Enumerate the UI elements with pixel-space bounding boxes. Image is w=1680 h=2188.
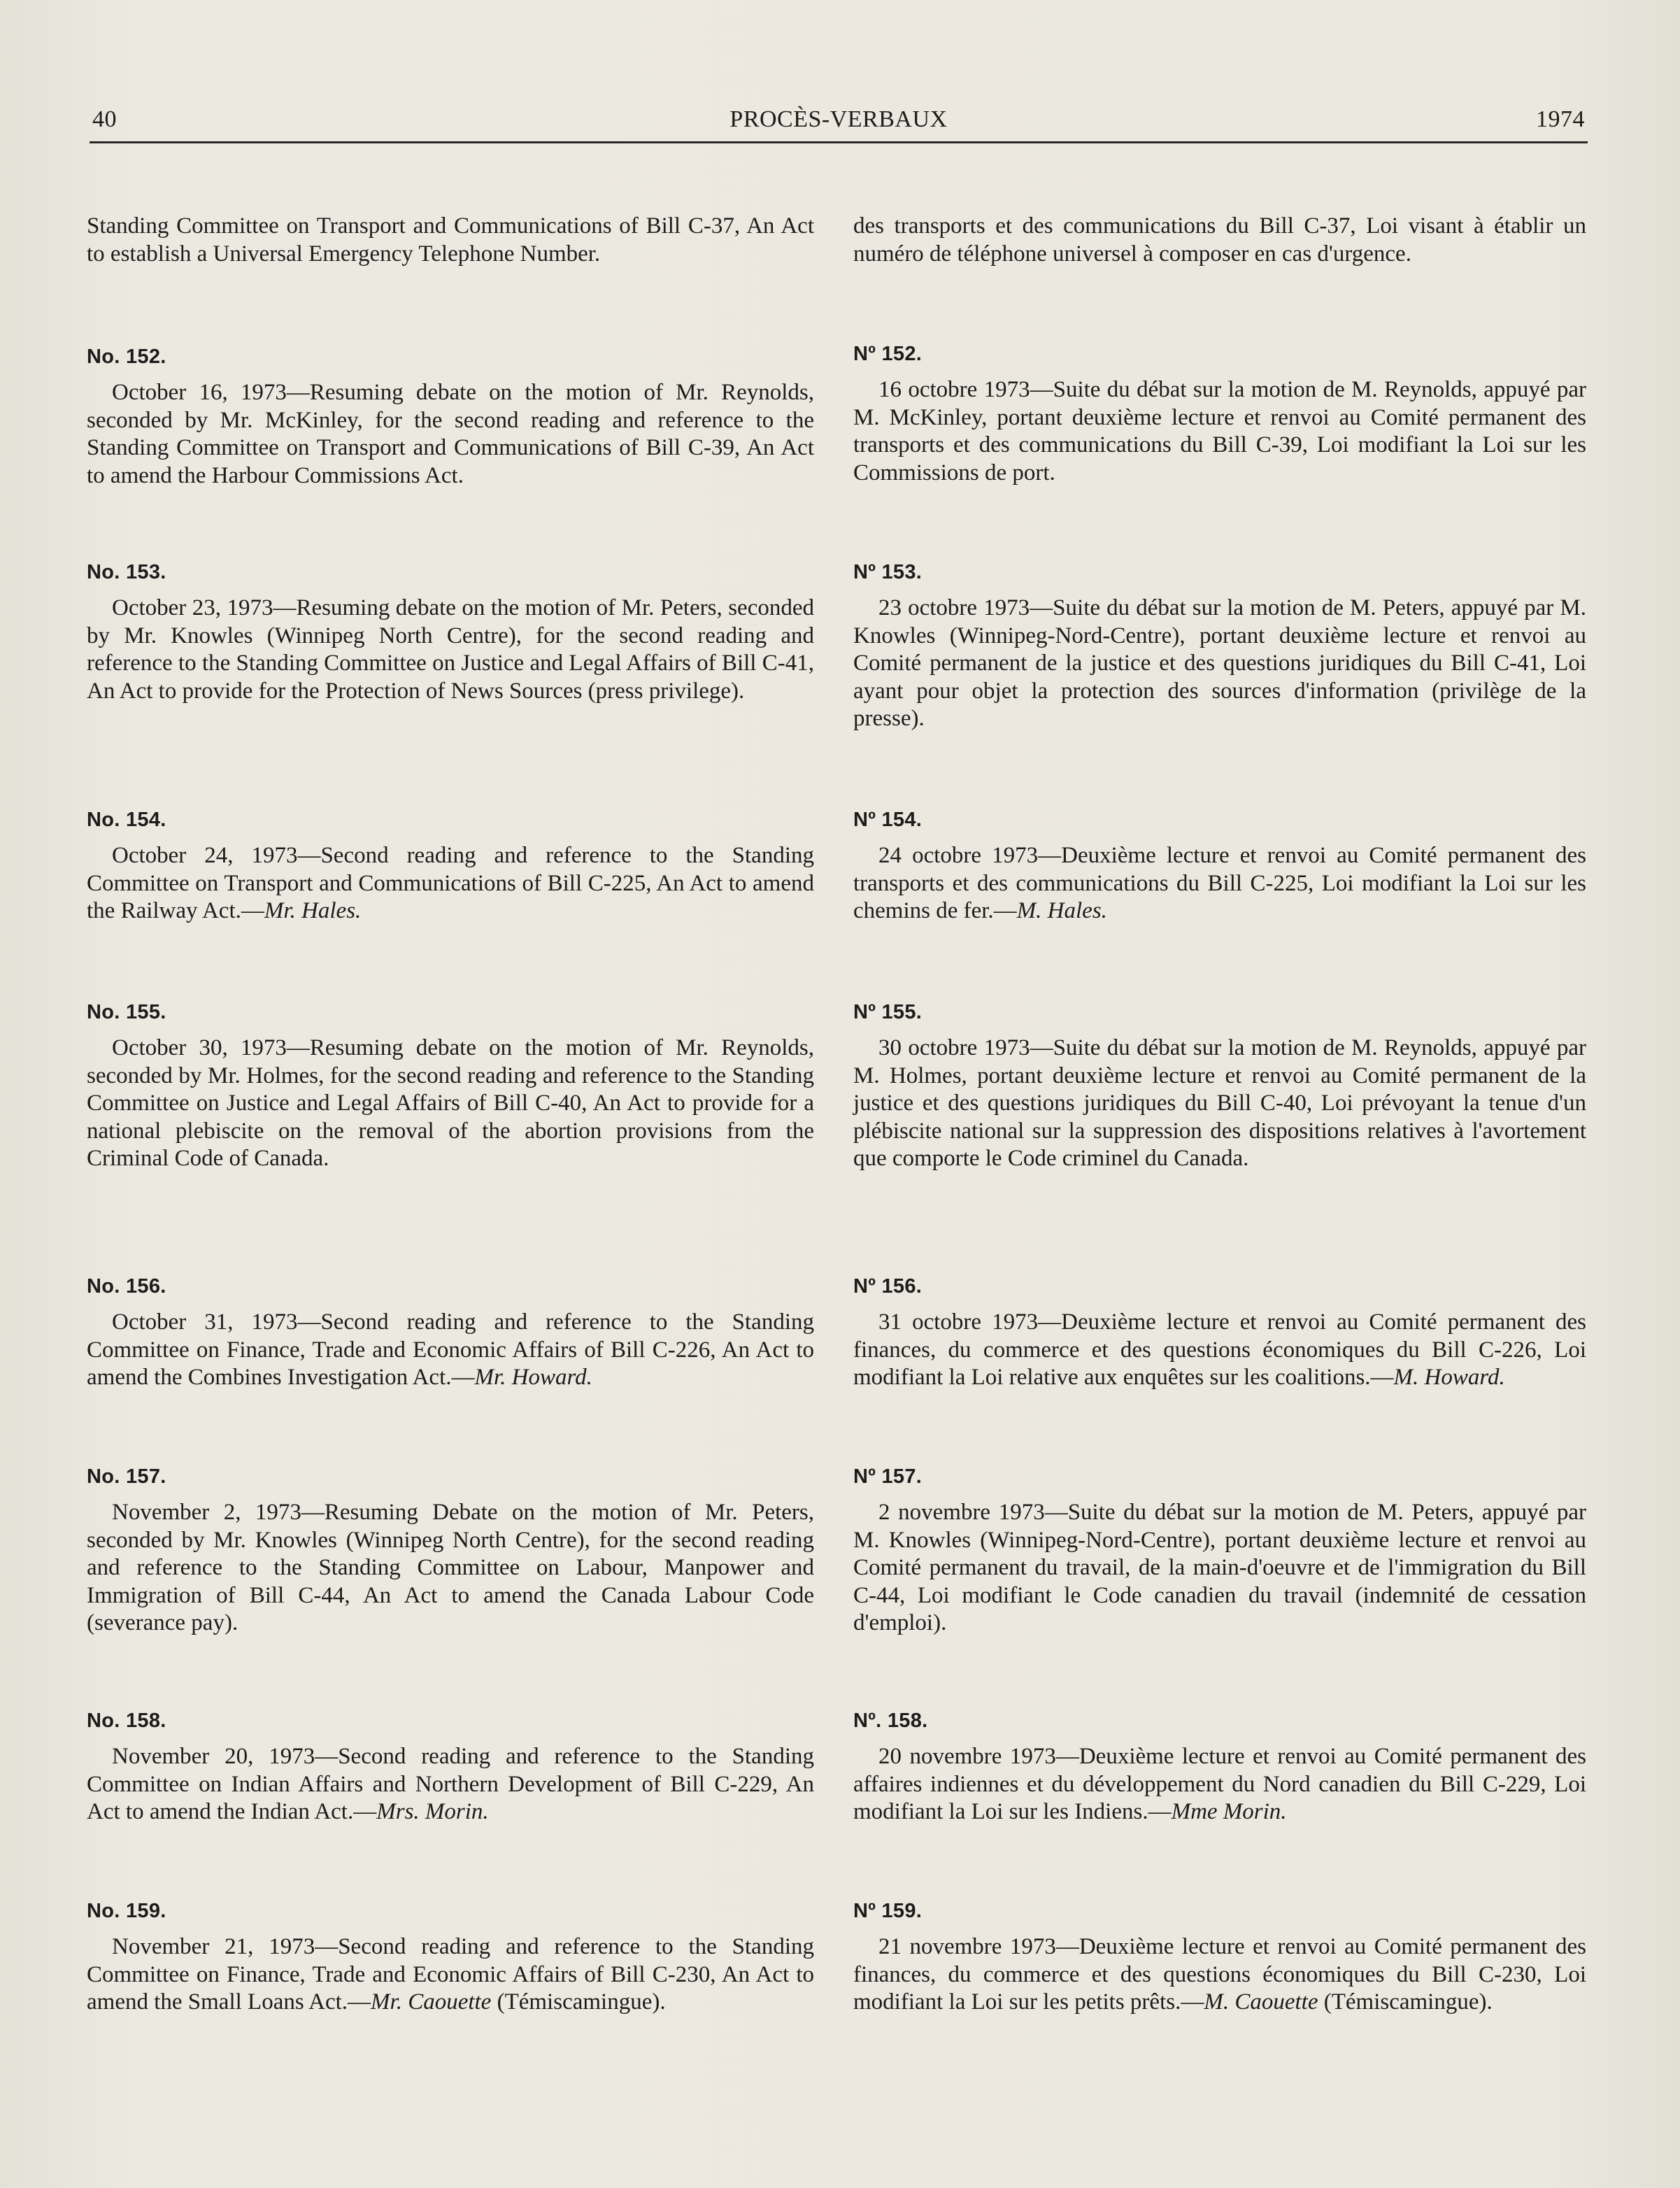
entry-number: No. 158.	[87, 1710, 166, 1732]
entry-text	[853, 842, 1586, 925]
entry-number: Nº 152.	[853, 343, 923, 365]
entry-number: Nº 157.	[853, 1465, 923, 1488]
entry-body: 23 octobre 1973—Suite du débat sur la motion de M. Peters, appuyé par M. Knowles (Winnipeg-Nord-Centre), portant deuxième lecture et renvoi au Comité permanent de la justice et des questions juridiques du Bill C-41, Loi ayant pour objet la protection des sources d'information (privilège de la presse).	[853, 595, 1586, 731]
entry-text	[87, 1933, 814, 2017]
entry-text	[87, 842, 814, 925]
running-title: PROCÈS-VERBAUX	[729, 106, 948, 132]
entry-text	[87, 595, 814, 705]
entry-number: No. 152.	[87, 346, 166, 368]
entry-157-en	[87, 1464, 814, 1638]
riding-name: (Témiscamingue).	[491, 1989, 666, 2015]
page-year: 1974	[1536, 106, 1585, 132]
entry-body: October 24, 1973—Second reading and reference to the Standing Committee on Transport and Communications of Bill C-225, An Act to amend the Railway Act.—	[87, 843, 814, 923]
entry-text	[87, 379, 814, 490]
intro-text: des transports et des communications du Bill C-37, Loi visant à établir un numéro de téléphone universel à composer en cas d'urgence.	[853, 213, 1586, 267]
entry-body: 20 novembre 1973—Deuxième lecture et renvoi au Comité permanent des affaires indiennes et du développement du Nord canadien du Bill C-229, Loi modifiant la Loi sur les Indiens.—	[853, 1744, 1586, 1824]
entry-158-en	[87, 1708, 814, 1826]
entry-156-fr	[853, 1274, 1586, 1392]
page-number: 40	[92, 106, 117, 132]
entry-159-fr	[853, 1898, 1586, 2017]
entry-text	[853, 1309, 1586, 1392]
entry-number: Nº 154.	[853, 809, 923, 831]
entry-body: November 20, 1973—Second reading and reference to the Standing Committee on Indian Affairs and Northern Development of Bill C-229, An Act to amend the Indian Act.—	[87, 1744, 814, 1824]
sponsor-name: Mr. Caouette	[371, 1989, 492, 2015]
entry-156-en	[87, 1274, 814, 1392]
french-column	[853, 213, 1586, 2015]
entry-text	[853, 1933, 1586, 2017]
entry-text	[853, 595, 1586, 733]
entry-number: No. 154.	[87, 809, 166, 831]
sponsor-name: M. Caouette	[1204, 1989, 1318, 2015]
entry-body: 31 octobre 1973—Deuxième lecture et renvoi au Comité permanent des finances, du commerce et des questions économiques du Bill C-226, Loi modifiant la Loi relative aux enquêtes sur les coalitions.—	[853, 1309, 1586, 1390]
entry-153-fr	[853, 560, 1586, 733]
entry-number: Nº 156.	[853, 1275, 923, 1298]
sponsor-name: Mr. Hales.	[264, 898, 362, 923]
entry-body: October 30, 1973—Resuming debate on the motion of Mr. Reynolds, seconded by Mr. Holmes, for the second reading and reference to the Standing Committee on Justice and Legal Affairs of Bill C-40, An Act to provide for a national plebiscite on the removal of the abortion provisions from the Criminal Code of Canada.	[87, 1035, 814, 1171]
entry-154-en	[87, 807, 814, 925]
entry-text	[853, 1035, 1586, 1173]
sponsor-name: Mme Morin.	[1171, 1799, 1287, 1824]
entry-text	[87, 1499, 814, 1638]
entry-body: October 31, 1973—Second reading and reference to the Standing Committee on Finance, Trade and Economic Affairs of Bill C-226, An Act to amend the Combines Investigation Act.—	[87, 1309, 814, 1390]
entry-number: No. 155.	[87, 1001, 166, 1023]
entry-text	[87, 1309, 814, 1392]
entry-number: No. 159.	[87, 1900, 166, 1922]
entry-text	[87, 1035, 814, 1173]
entry-152-fr	[853, 341, 1586, 487]
entry-body: 2 novembre 1973—Suite du débat sur la motion de M. Peters, appuyé par M. Knowles (Winnipeg-Nord-Centre), portant deuxième lecture et renvoi au Comité permanent du travail, de la main-d'oeuvre et de l'immigration du Bill C-44, Loi modifiant le Code canadien du travail (indemnité de cessation d'emploi).	[853, 1500, 1586, 1635]
entry-155-fr	[853, 1000, 1586, 1173]
sponsor-name: Mr. Howard.	[474, 1365, 592, 1390]
entry-152-en	[87, 344, 814, 490]
entry-153-en	[87, 560, 814, 705]
sponsor-name: M. Hales.	[1016, 898, 1107, 923]
entry-body: 21 novembre 1973—Deuxième lecture et renvoi au Comité permanent des finances, du commerce et des questions économiques du Bill C-230, Loi modifiant la Loi sur les petits prêts.—	[853, 1934, 1586, 2015]
entry-number: No. 157.	[87, 1465, 166, 1488]
intro-text: Standing Committee on Transport and Communications of Bill C-37, An Act to establish a Universal Emergency Telephone Number.	[87, 213, 814, 267]
entry-number: Nº 159.	[853, 1900, 923, 1922]
entry-body: October 23, 1973—Resuming debate on the motion of Mr. Peters, seconded by Mr. Knowles (Winnipeg North Centre), for the second reading and reference to the Standing Committee on Justice and Legal Affairs of Bill C-41, An Act to provide for the Protection of News Sources (press privilege).	[87, 595, 814, 704]
sponsor-name: M. Howard.	[1393, 1365, 1505, 1390]
entry-number: Nº 155.	[853, 1001, 923, 1023]
entry-number: No. 153.	[87, 561, 166, 583]
entry-158-fr	[853, 1708, 1586, 1826]
entry-159-en	[87, 1898, 814, 2017]
riding-name: (Témiscamingue).	[1318, 1989, 1493, 2015]
page-header	[90, 105, 1588, 143]
sponsor-name: Mrs. Morin.	[376, 1799, 489, 1824]
entry-number: Nº. 158.	[853, 1710, 928, 1732]
entry-body: 16 octobre 1973—Suite du débat sur la motion de M. Reynolds, appuyé par M. McKinley, portant deuxième lecture et renvoi au Comité permanent des transports et des communications du Bill C-39, Loi modifiant la Loi sur les Commissions de port.	[853, 377, 1586, 485]
entry-text	[87, 1743, 814, 1826]
entry-body: 30 octobre 1973—Suite du débat sur la motion de M. Reynolds, appuyé par M. Holmes, portant deuxième lecture et renvoi au Comité permanent de la justice et des questions juridiques du Bill C-40, Loi prévoyant la tenue d'un plébiscite national sur la suppression des dispositions relatives à l'avortement que comporte le Code criminel du Canada.	[853, 1035, 1586, 1171]
entry-text	[853, 1743, 1586, 1826]
entry-number: No. 156.	[87, 1275, 166, 1298]
entry-body: October 16, 1973—Resuming debate on the motion of Mr. Reynolds, seconded by Mr. McKinley, for the second reading and reference to the Standing Committee on Transport and Communications of Bill C-39, An Act to amend the Harbour Commissions Act.	[87, 380, 814, 488]
entry-body: November 2, 1973—Resuming Debate on the motion of Mr. Peters, seconded by Mr. Knowles (Winnipeg North Centre), for the second reading and reference to the Standing Committee on Labour, Manpower and Immigration of Bill C-44, An Act to amend the Canada Labour Code (severance pay).	[87, 1500, 814, 1635]
english-column	[87, 213, 814, 2015]
entry-157-fr	[853, 1464, 1586, 1638]
entry-text	[853, 376, 1586, 487]
entry-154-fr	[853, 807, 1586, 925]
entry-body: November 21, 1973—Second reading and reference to the Standing Committee on Finance, Trade and Economic Affairs of Bill C-230, An Act to amend the Small Loans Act.—	[87, 1934, 814, 2015]
entry-155-en	[87, 1000, 814, 1173]
entry-body: 24 octobre 1973—Deuxième lecture et renvoi au Comité permanent des transports et des communications du Bill C-225, Loi modifiant la Loi sur les chemins de fer.—	[853, 843, 1586, 923]
entry-number: Nº 153.	[853, 561, 923, 583]
entry-text	[853, 1499, 1586, 1638]
